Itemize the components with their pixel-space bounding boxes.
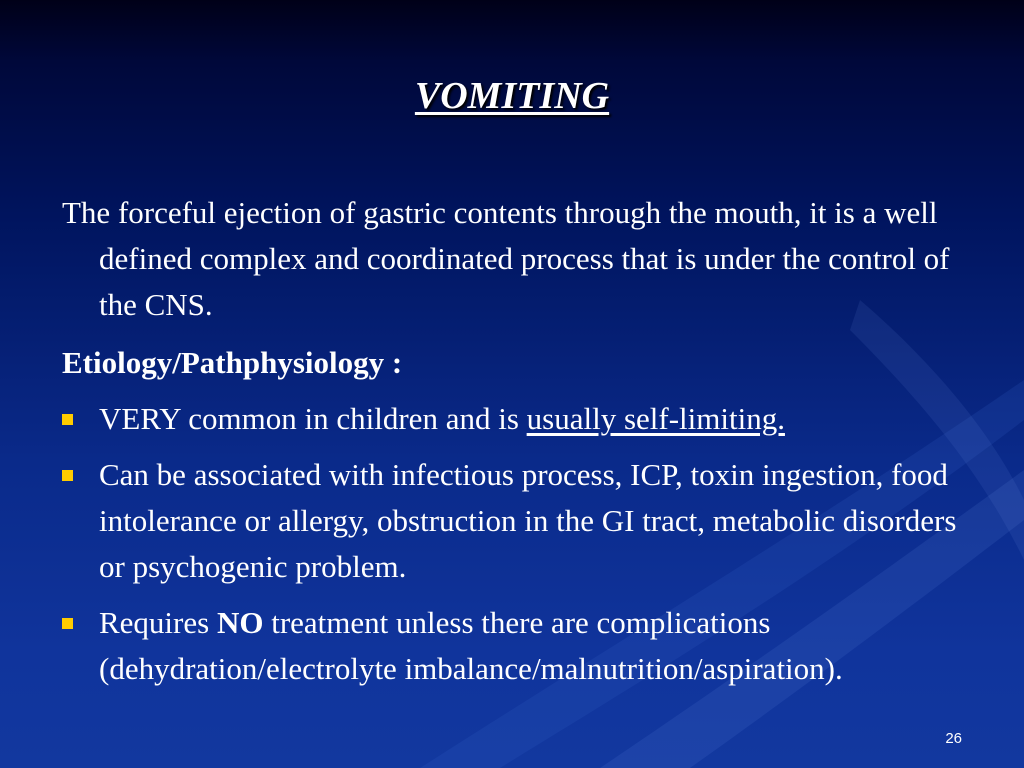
slide-title: VOMITING [414,75,610,117]
bullet-text-continued: treatment unless there are complications (dehydration/electrolyte imbalance/malnutrition/aspiration). [99,605,843,686]
bullet-underlined-text: usually self-limiting. [526,401,785,436]
square-bullet-icon [62,618,73,629]
square-bullet-icon [62,414,73,425]
bullet-item [62,452,962,590]
bullet-text: Can be associated with infectious process, ICP, toxin ingestion, food intolerance or allergy, obstruction in the GI tract, metabolic disorders or psychogenic problem. [99,457,957,584]
bullet-text: Requires [99,605,217,640]
slide-body [62,190,962,702]
page-number: 26 [945,730,962,747]
bullet-item [62,396,962,442]
square-bullet-icon [62,470,73,481]
intro-paragraph: The forceful ejection of gastric contents through the mouth, it is a well defined complex and coordinated process that is under the control of the CNS. [62,195,950,322]
bullet-bold-text: NO [216,605,264,640]
bullet-text: VERY common in children and is [99,401,527,436]
bullet-item [62,600,962,692]
section-heading: Etiology/Pathphysiology : [62,345,403,380]
